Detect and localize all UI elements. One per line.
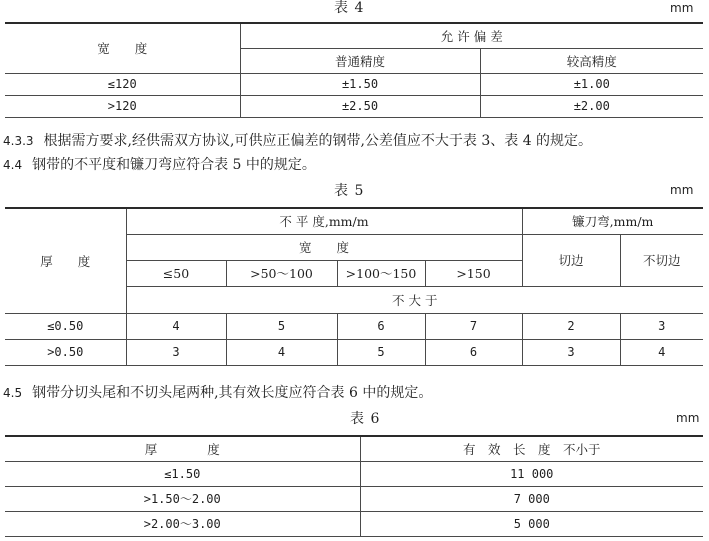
table6-header-thickness: 厚 度: [5, 436, 360, 461]
clause-4-5: [3, 382, 432, 402]
table5-width-col: >50～100: [226, 260, 337, 286]
table6-cell-thickness: ≤1.50: [5, 461, 360, 486]
table5-cell: 2: [522, 313, 620, 339]
table6-cell-length: 5 000: [360, 511, 703, 536]
table6-header-length: 有 效 长 度 不小于: [360, 436, 703, 461]
table5-cell: 7: [425, 313, 522, 339]
table5-header-thickness: 厚 度: [5, 208, 126, 313]
table5-header-width: 宽 度: [126, 234, 522, 260]
table6-cell-thickness: >2.00～3.00: [5, 511, 360, 536]
table5-header-camber: 镰刀弯,mm/m: [522, 208, 703, 234]
table4-cell-normal: ±2.50: [240, 95, 480, 117]
table5-header-flatness: 不 平 度,mm/m: [126, 208, 522, 234]
clause-text: 钢带分切头尾和不切头尾两种,其有效长度应符合表 6 中的规定。: [32, 385, 433, 401]
table5-cell-thickness: ≤0.50: [5, 313, 126, 339]
table5: [5, 207, 703, 366]
clause-number: 4.5: [3, 386, 23, 400]
clause-4-3-3: [3, 130, 592, 150]
table5-cell-thickness: >0.50: [5, 339, 126, 365]
table5-cell: 5: [337, 339, 425, 365]
table4-header-normal: 普通精度: [240, 48, 480, 73]
table5-width-col: ≤50: [126, 260, 226, 286]
table5-cell: 6: [425, 339, 522, 365]
table4: [5, 22, 703, 118]
table6-cell-length: 7 000: [360, 486, 703, 511]
table5-cell: 4: [126, 313, 226, 339]
table4-header-group: 允 许 偏 差: [240, 23, 703, 48]
clause-text: 钢带的不平度和镰刀弯应符合表 5 中的规定。: [32, 157, 316, 173]
table5-cell: 6: [337, 313, 425, 339]
table6-unit: mm: [676, 411, 700, 425]
table4-cell-normal: ±1.50: [240, 73, 480, 95]
table4-cell-high: ±1.00: [480, 73, 703, 95]
clause-number: 4.3.3: [3, 134, 34, 148]
clause-number: 4.4: [3, 158, 23, 172]
table4-header-width: 宽 度: [5, 23, 240, 73]
table4-header-high: 较高精度: [480, 48, 703, 73]
table4-cell-width: ≤120: [5, 73, 240, 95]
table4-unit: mm: [670, 1, 694, 15]
table5-width-col: >150: [425, 260, 522, 286]
table5-cell: 3: [126, 339, 226, 365]
table4-cell-high: ±2.00: [480, 95, 703, 117]
table4-cell-width: >120: [5, 95, 240, 117]
table5-caption: 表 5: [334, 183, 365, 199]
clause-text: 根据需方要求,经供需双方协议,可供应正偏差的钢带,公差值应不大于表 3、表 4 的规定。: [43, 133, 593, 149]
table5-width-col: >100～150: [337, 260, 425, 286]
table5-unit: mm: [670, 183, 694, 197]
table4-caption: 表 4: [334, 0, 365, 16]
table5-cell: 3: [522, 339, 620, 365]
table5-header-cut: 切边: [522, 234, 620, 286]
table6-cell-thickness: >1.50～2.00: [5, 486, 360, 511]
table5-cell: 5: [226, 313, 337, 339]
table6-caption: 表 6: [350, 411, 381, 427]
table5-cell: 4: [226, 339, 337, 365]
table5-cell: 4: [620, 339, 703, 365]
clause-4-4: [3, 154, 316, 174]
table5-not-greater: 不 大 于: [126, 286, 703, 313]
table5-cell: 3: [620, 313, 703, 339]
table6: [5, 435, 703, 537]
table6-cell-length: 11 000: [360, 461, 703, 486]
table5-header-uncut: 不切边: [620, 234, 703, 286]
